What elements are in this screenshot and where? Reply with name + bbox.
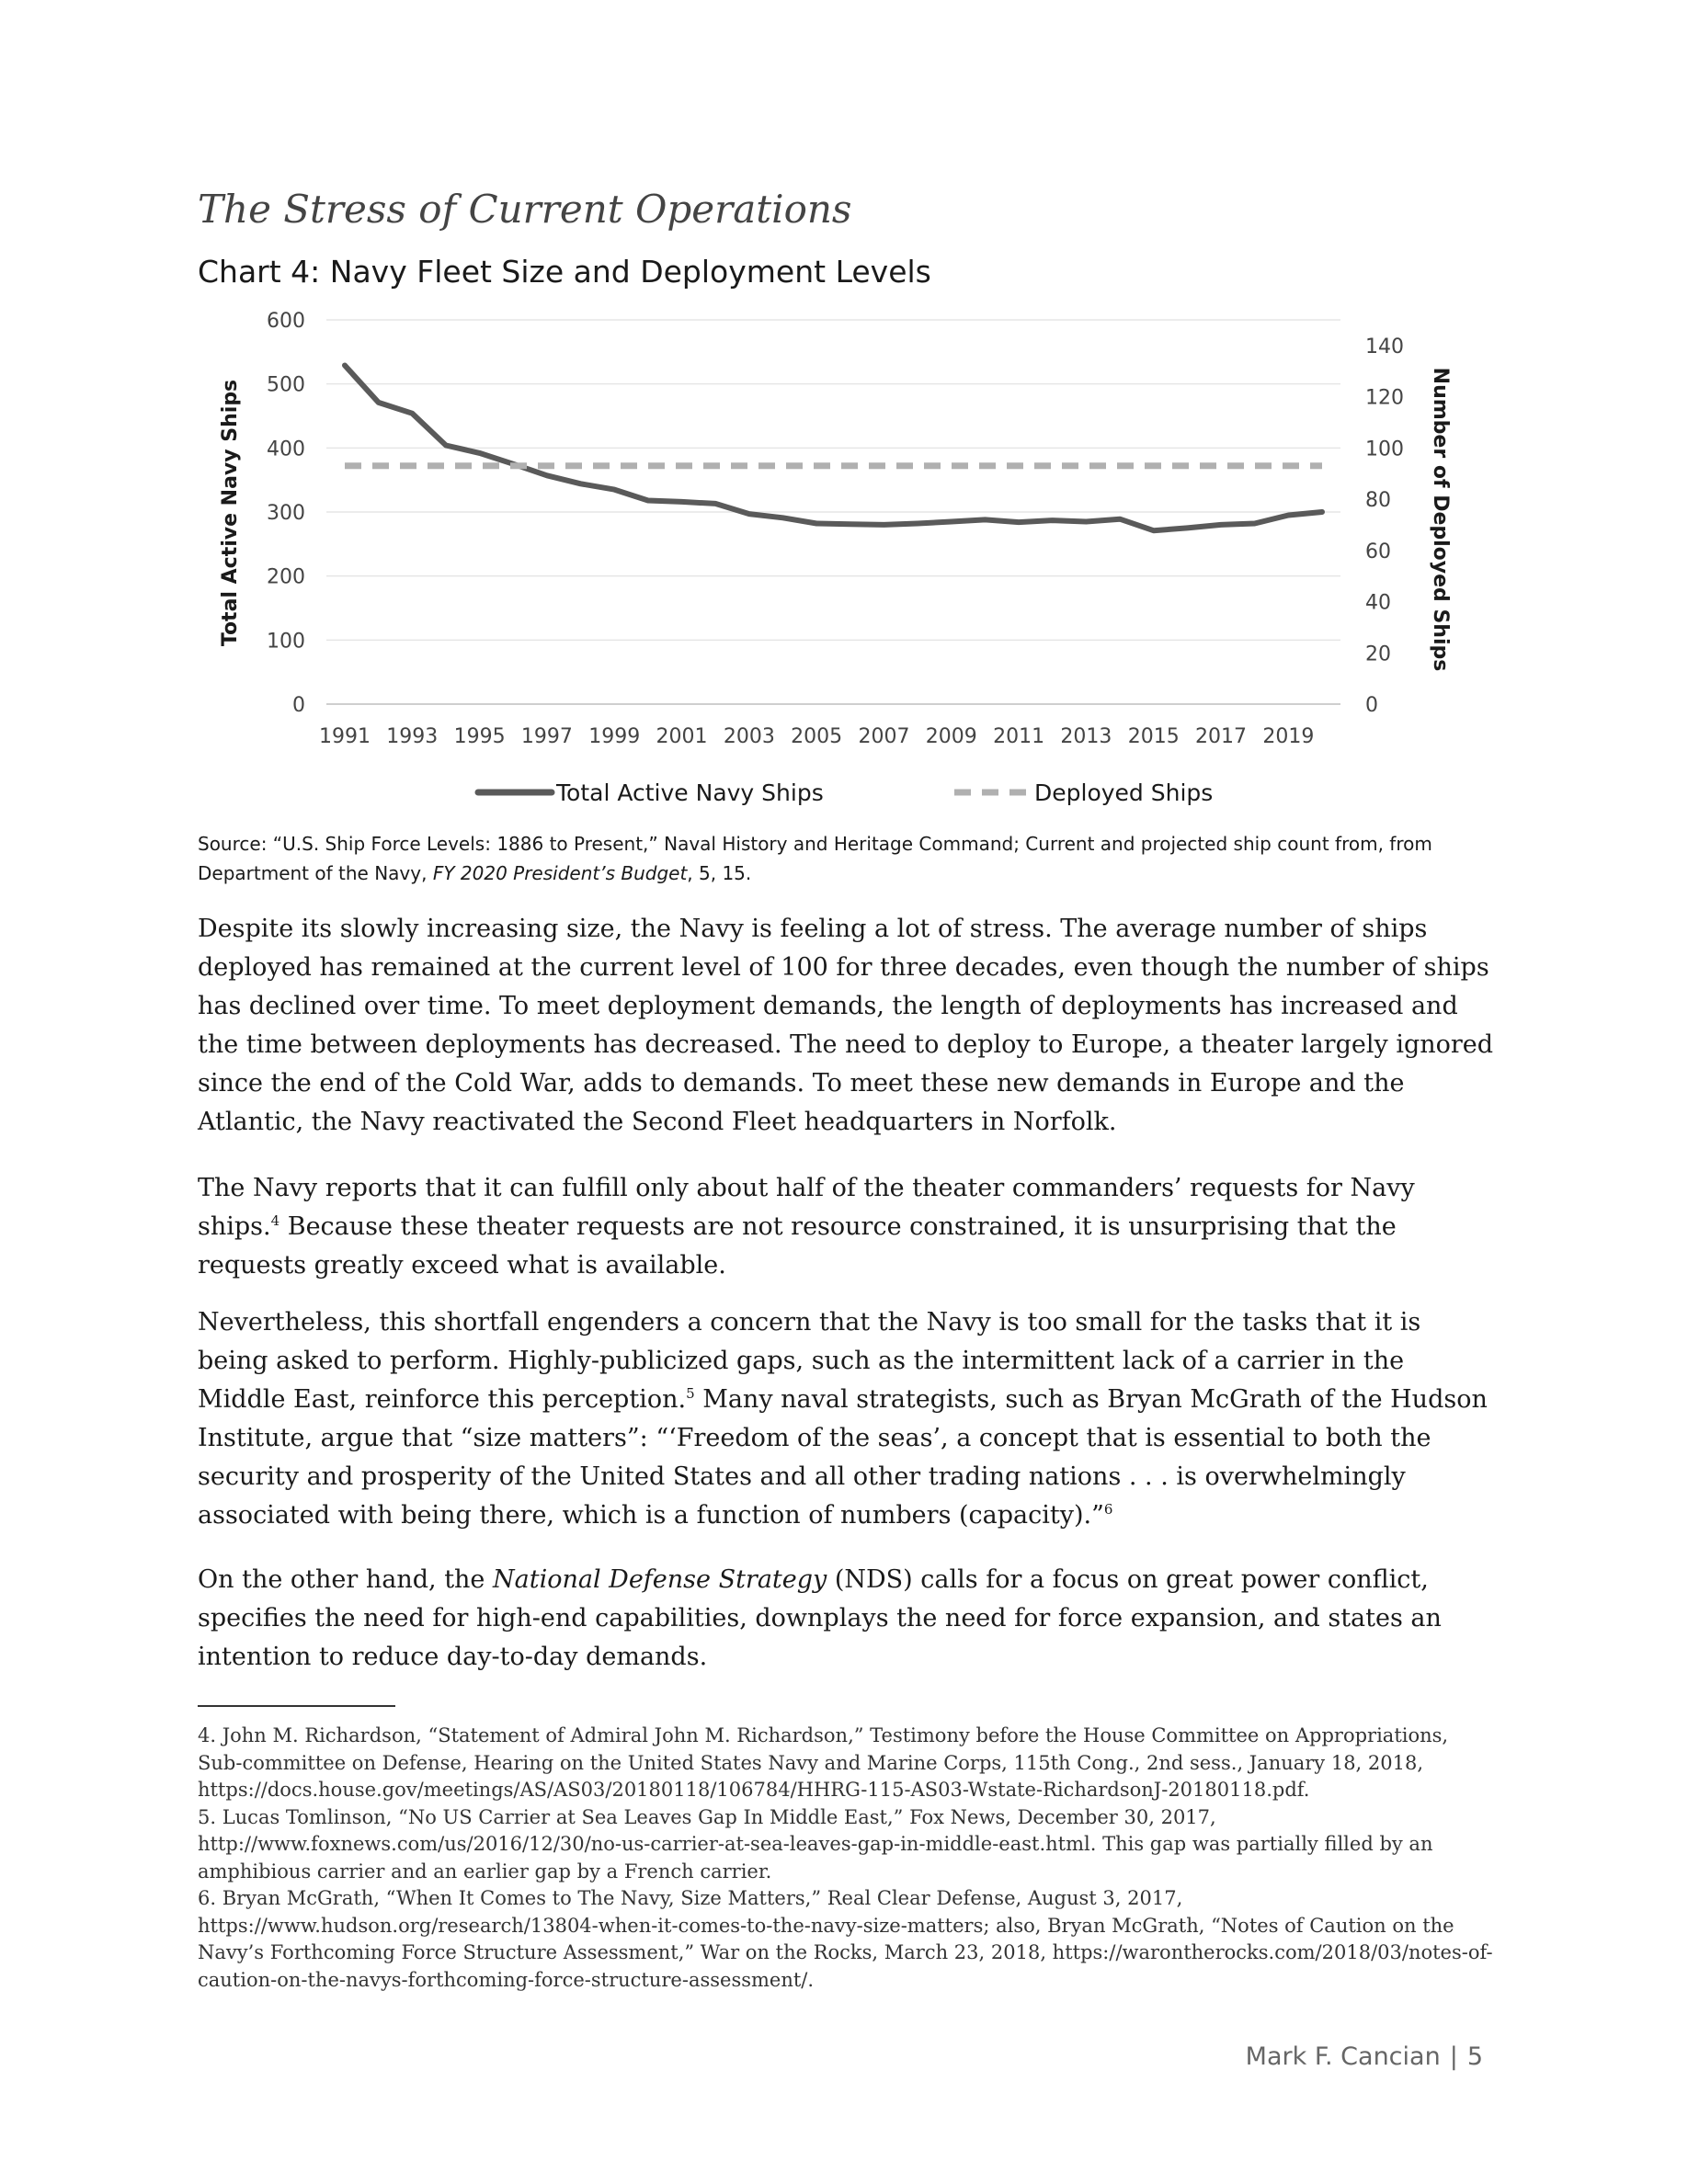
y-tick-right: 40 [1365,591,1391,615]
y-tick-left: 100 [267,630,305,654]
x-tick: 2005 [791,725,843,748]
x-tick: 2013 [1060,725,1112,748]
chart-title: Chart 4: Navy Fleet Size and Deployment Levels [198,254,931,290]
x-tick: 2007 [858,725,910,748]
x-tick: 1991 [319,725,371,748]
x-tick: 2003 [723,725,775,748]
x-tick: 2019 [1262,725,1315,748]
source-line-2: Department of the Navy, FY 2020 President’s Budget, 5, 15. [198,862,752,884]
paragraph-4: On the other hand, the National Defense Strategy (NDS) calls for a focus on great power conflict, specifies the need for high-end capabilities, downplays the need for force expansion, and states an intention to reduce day-to-day demands. [198,1565,1442,1671]
y-tick-left: 0 [292,694,305,717]
source-line-1: Source: “U.S. Ship Force Levels: 1886 to Present,” Naval History and Heritage Command; Current and projected ship count from, from [198,833,1432,855]
chart-legend [478,779,1213,806]
y-axis-label-right: Number of Deployed Ships [1429,367,1452,672]
y-tick-left: 300 [267,502,305,525]
page-number: 5 [1466,2042,1483,2071]
y-tick-right: 100 [1365,438,1404,461]
footnote-4: 4. John M. Richardson, “Statement of Admiral John M. Richardson,” Testimony before the House Committee on Appropriations, Sub-committee on Defense, Hearing on the United States Navy and Marine Corps, 115th Cong., 2nd sess., January 18, 2018, https://docs.house.gov/meetings/AS/AS03/20180118/106784/HHRG-115-AS03-Wstate-RichardsonJ-20180118.pdf. [198,1724,1449,1801]
y-tick-right: 80 [1365,489,1391,513]
x-tick: 2011 [993,725,1045,748]
section-title: The Stress of Current Operations [198,187,852,232]
x-tick: 1995 [453,725,506,748]
y-tick-left: 200 [267,565,305,589]
chart-source [198,829,1485,888]
y-tick-right: 120 [1365,386,1404,410]
paragraph-1: Despite its slowly increasing size, the Navy is feeling a lot of stress. The average number of ships deployed has remained at the current level of 100 for three decades, even though the number of ships has declined over time. To meet deployment demands, the length of deployments has increased and the time between deployments has decreased. The need to deploy to Europe, a theater largely ignored since the end of the Cold War, adds to demands. To meet these new demands in Europe and the Atlantic, the Navy reactivated the Second Fleet headquarters in Norfolk. [198,915,1494,1136]
y-tick-right: 0 [1365,694,1378,717]
x-tick: 1997 [520,725,573,748]
x-tick: 1993 [386,725,439,748]
page-footer [1246,2042,1483,2071]
footnote-ref-4[interactable]: 4 [270,1212,280,1229]
y-tick-right: 60 [1365,540,1391,563]
footnote-divider [198,1705,395,1707]
paragraph-3: Nevertheless, this shortfall engenders a concern that the Navy is too small for the tasks that it is being asked to perform. Highly-publicized gaps, such as the intermittent lack of a carrier in the Middle East, reinforce this perception.$^5$ Many naval strategists, such as Bryan McGrath of the Hudson Institute, argue that “size matters”: “‘Freedom of the seas’, a concept that is essential to both the security and prosperity of the United States and all other trading nations . . . is overwhelmingly associated with being there, which is a function of numbers (capacity).”$^6$ [198,1308,1488,1530]
x-tick: 1999 [588,725,641,748]
footnote-6: 6. Bryan McGrath, “When It Comes to The Navy, Size Matters,” Real Clear Defense, August 3, 2017, https://www.hudson.org/research/13804-when-it-comes-to-the-navy-size-matters; also, Bryan McGrath, “Notes of Caution on the Navy’s Forthcoming Force Structure Assessment,” War on the Rocks, March 23, 2018, https://warontherocks.com/2018/03/notes-of-caution-on-the-navys-forthcoming-force-structure-assessment/. [198,1887,1493,1991]
y-tick-left: 600 [267,310,305,333]
footer-separator: | [1449,2042,1458,2071]
x-tick: 2015 [1127,725,1180,748]
y-tick-left: 500 [267,373,305,397]
footnote-5: 5. Lucas Tomlinson, “No US Carrier at Sea Leaves Gap In Middle East,” Fox News, December 30, 2017, http://www.foxnews.com/us/2016/12/30/no-us-carrier-at-sea-leaves-gap-in-middle-east.html. This gap was partially filled by an amphibious carrier and an earlier gap by a French carrier. [198,1805,1433,1883]
navy-fleet-chart [198,294,1485,818]
legend-label-deployed: Deployed Ships [1034,779,1214,806]
x-tick: 2001 [656,725,708,748]
footnote-ref-5[interactable]: 5 [686,1385,695,1402]
x-tick: 2017 [1195,725,1248,748]
y-tick-right: 140 [1365,335,1404,358]
footnotes [198,1723,1494,1994]
x-tick: 2009 [925,725,977,748]
footnote-ref-6[interactable]: 6 [1103,1501,1113,1518]
y-tick-right: 20 [1365,643,1391,666]
legend-label-total: Total Active Navy Ships [556,779,824,806]
footer-author: Mark F. Cancian [1245,2042,1441,2071]
y-axis-label-left: Total Active Navy Ships [219,379,242,647]
y-tick-left: 400 [267,438,305,461]
paragraph-2: The Navy reports that it can fulfill only about half of the theater commanders’ requests for Navy ships.$^4$ Because these theater requests are not resource constrained, it is unsurprising that the requests greatly exceed what is available. [198,1174,1415,1280]
